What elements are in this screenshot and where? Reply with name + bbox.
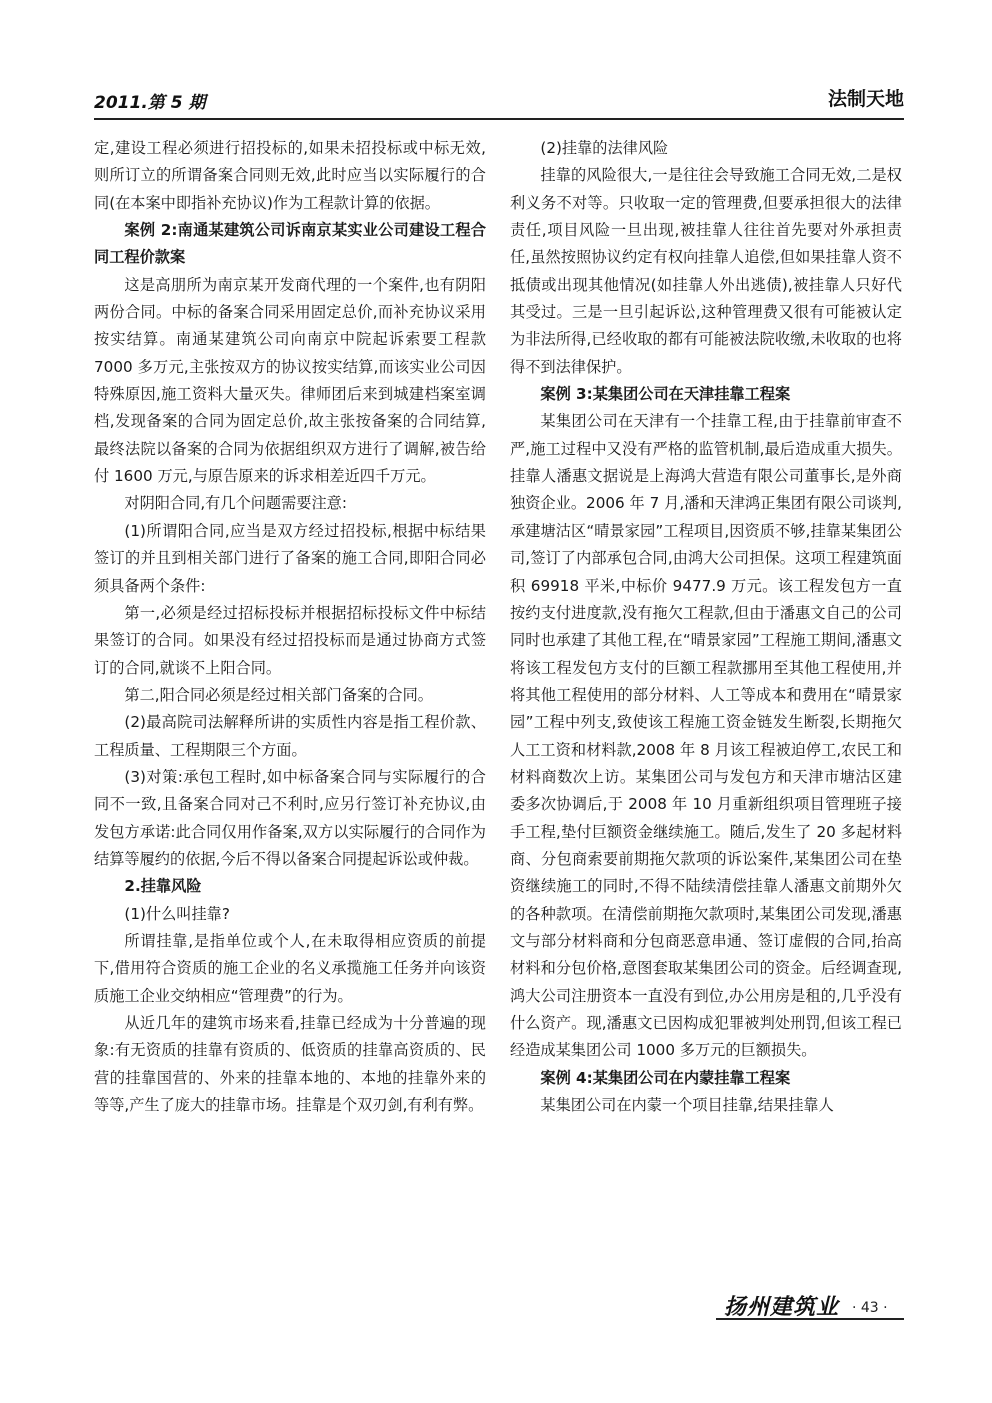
section-heading: 案例 2:南通某建筑公司诉南京某实业公司建设工程合同工程价款案 bbox=[94, 221, 486, 267]
header-rule bbox=[94, 118, 904, 120]
section-title: 法制天地 bbox=[827, 88, 904, 110]
issue-label: 2011.第 5 期 bbox=[94, 93, 206, 113]
paragraph: 所谓挂靠,是指单位或个人,在未取得相应资质的前提下,借用符合资质的施工企业的名义承揽施工任务并向该资质施工企业交纳相应“管理费”的行为。 bbox=[94, 931, 486, 1005]
paragraph: 定,建设工程必须进行招投标的,如果未招投标或中标无效,则所订立的所谓备案合同则无效,此时应当以实际履行的合同(在本案中即指补充协议)作为工程款计算的依据。 bbox=[94, 139, 486, 212]
magazine-logo: 扬州建筑业 bbox=[724, 1294, 840, 1320]
left-column bbox=[94, 135, 486, 1119]
paragraph: 这是高朋所为南京某开发商代理的一个案件,也有阴阳两份合同。中标的备案合同采用固定总价,而补充协议采用按实结算。南通某建筑公司向南京中院起诉索要工程款 7000 多万元,主张按双方的协议按实结算,而该实业公司因特殊原因,施工资料大量灭失。律师团后来到城建档案室调档,发现备案的合同为固定总价,故主张按备案的合同结算,最终法院以备案的合同为依据组织双方进行了调解,被告给付 1600 万元,与原告原来的诉求相差近四千万元。 bbox=[94, 275, 486, 486]
page-header bbox=[94, 88, 904, 118]
footer-rule bbox=[716, 1318, 904, 1320]
paragraph: 第二,阳合同必须是经过相关部门备案的合同。 bbox=[124, 685, 433, 704]
paragraph: (2)最高院司法解释所讲的实质性内容是指工程价款、工程质量、工程期限三个方面。 bbox=[94, 713, 486, 759]
paragraph: (1)什么叫挂靠? bbox=[124, 904, 230, 923]
section-heading: 案例 3:某集团公司在天津挂靠工程案 bbox=[540, 385, 791, 404]
paragraph: (2)挂靠的法律风险 bbox=[540, 139, 669, 157]
right-column bbox=[510, 135, 902, 1119]
section-heading: 案例 4:某集团公司在内蒙挂靠工程案 bbox=[540, 1068, 791, 1087]
paragraph: (1)所谓阳合同,应当是双方经过招投标,根据中标结果签订的并且到相关部门进行了备案的施工合同,即阳合同必须具备两个条件: bbox=[94, 521, 486, 595]
paragraph: 第一,必须是经过招标投标并根据招标投标文件中标结果签订的合同。如果没有经过招投标而是通过协商方式签订的合同,就谈不上阳合同。 bbox=[94, 603, 486, 677]
paragraph: 挂靠的风险很大,一是往往会导致施工合同无效,二是权利义务不对等。只收取一定的管理费,但要承担很大的法律责任,项目风险一旦出现,被挂靠人往往首先要对外承担责任,虽然按照协议约定有权向挂靠人追偿,但如果挂靠人资不抵债或出现其他情况(如挂靠人外出逃债),被挂靠人只好代其受过。三是一旦引起诉讼,这种管理费又很有可能被认定为非法所得,已经收取的都有可能被法院收缴,未收取的也将得不到法律保护。 bbox=[510, 166, 902, 376]
paragraph: 某集团公司在内蒙一个项目挂靠,结果挂靠人 bbox=[540, 1096, 834, 1115]
paragraph: 从近几年的建筑市场来看,挂靠已经成为十分普遍的现象:有无资质的挂靠有资质的、低资质的挂靠高资质的、民营的挂靠国营的、外来的挂靠本地的、本地的挂靠外来的等等,产生了庞大的挂靠市场。挂靠是个双刃剑,有利有弊。 bbox=[94, 1014, 486, 1115]
section-heading: 2.挂靠风险 bbox=[124, 877, 202, 896]
paragraph: (3)对策:承包工程时,如中标备案合同与实际履行的合同不一致,且备案合同对己不利时,应另行签订补充协议,由发包方承诺:此合同仅用作备案,双方以实际履行的合同作为结算等履约的依据,今后不得以备案合同提起诉讼或仲裁。 bbox=[94, 767, 486, 868]
page-number: · 43 · bbox=[852, 1300, 888, 1316]
paragraph: 对阴阳合同,有几个问题需要注意: bbox=[124, 494, 347, 513]
paragraph: 某集团公司在天津有一个挂靠工程,由于挂靠前审查不严,施工过程中又没有严格的监管机制,最后造成重大损失。挂靠人潘惠文据说是上海鸿大营造有限公司董事长,是外商独资企业。2006 年 7 月,潘和天津鸿正集团有限公司谈判,承建塘沽区“晴景家园”工程项目,因资质不够,挂靠某集团公司,签订了内部承包合同,由鸿大公司担保。这项工程建筑面积 69918 平米,中标价 9477.9 万元。该工程发包方一直按约支付进度款,没有拖欠工程款,但由于潘惠文自己的公司同时也承建了其他工程,在“晴景家园”工程施工期间,潘惠文将该工程发包方支付的巨额工程款挪用至其他工程使用,并将其他工程使用的部分材料、人工等成本和费用在“晴景家园”工程中列支,致使该工程施工资金链发生断裂,长期拖欠人工工资和材料款,2008 年 8 月该工程被迫停工,农民工和材料商数次上访。某集团公司与发包方和天津市塘沽区建委多次协调后,于 2008 年 10 月重新组织项目管理班子接手工程,垫付巨额资金继续施工。随后,发生了 20 多起材料商、分包商索要前期拖欠款项的诉讼案件,某集团公司在垫资继续施工的同时,不得不陆续清偿挂靠人潘惠文前期外欠的各种款项。在清偿前期拖欠款项时,某集团公司发现,潘惠文与部分材料商和分包商恶意串通、签订虚假的合同,抬高材料和分包价格,意图套取某集团公司的资金。后经调查现,鸿大公司注册资本一直没有到位,办公用房是租的,几乎没有什么资产。现,潘惠文已因构成犯罪被判处刑罚,但该工程已经造成某集团公司 1000 多万元的巨额损失。 bbox=[510, 412, 902, 1060]
